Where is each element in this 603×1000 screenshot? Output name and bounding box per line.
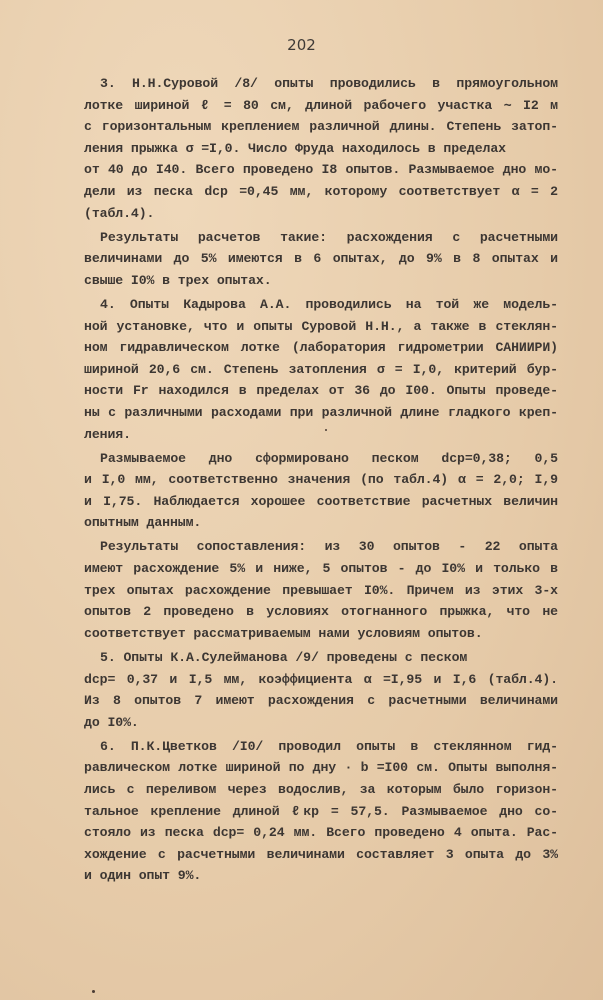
text-line: ны с различными расходами при различной длине гладкого креп-	[84, 404, 558, 420]
text-line: и I,0 мм, соответственно значения (по табл.4) α = 2,0; I,9	[84, 472, 558, 488]
text-line: 4. Опыты Кадырова А.А. проводились на той же модель-	[100, 296, 558, 312]
text-line: соответствует рассматриваемым нами условиям опытов.	[84, 625, 483, 641]
text-line: от 40 до I40. Всего проведено I8 опытов. Размываемое дно мо-	[84, 162, 558, 178]
body-text	[84, 73, 558, 887]
text-line: равлическом лотке шириной по дну · b =I00 см. Опыты выполня-	[84, 760, 558, 776]
paper-speck	[325, 429, 327, 431]
text-line: 5. Опыты К.А.Сулейманова /9/ проведены с песком	[100, 649, 468, 665]
text-line: величинами до 5% имеются в 6 опытах, до 9% в 8 опытах и	[84, 251, 558, 267]
text-line: 3. Н.Н.Суровой /8/ опыты проводились в прямоугольном	[100, 76, 558, 91]
text-line: лись с переливом через водослив, за которым было горизон-	[84, 782, 558, 797]
text-line: и I,75. Наблюдается хорошее соответствие расчетных величин	[84, 493, 558, 509]
text-line: 6. П.К.Цветков /I0/ проводил опыты в стеклянном гид-	[100, 738, 558, 754]
text-line: с горизонтальным креплением различной длины. Степень затоп-	[84, 119, 558, 135]
text-line: и один опыт 9%.	[84, 868, 202, 884]
page-number: 202	[287, 36, 316, 54]
text-line: до I0%.	[84, 714, 139, 730]
paper-speck	[92, 990, 95, 993]
text-line: стояло из песка dср= 0,24 мм. Всего проведено 4 опыта. Рас-	[84, 825, 558, 841]
text-line: трех опытах расхождение превышает I0%. Причем из этих 3-х	[84, 582, 558, 598]
text-line: ления.	[84, 426, 131, 442]
text-line: дели из песка dср =0,45 мм, которому соответствует α = 2	[84, 183, 558, 199]
text-line: хождение с расчетными величинами составляет 3 опыта до 3%	[84, 846, 558, 862]
text-line: ления прыжка σ =I,0. Число Фруда находилось в пределах	[84, 140, 506, 156]
text-line: опытным данным.	[84, 515, 202, 531]
text-line: имеют расхождение 5% и ниже, 5 опытов - до I0% и только в	[84, 561, 558, 577]
text-line: ном гидравлическом лотке (лаборатория гидрометрии САНИИРИ)	[84, 340, 558, 356]
text-line: опытов 2 проведено в условиях отогнанного прыжка, что не	[84, 604, 558, 620]
text-line: ной установке, что и опыты Суровой Н.Н., а также в стеклян-	[84, 318, 558, 334]
text-line: тальное крепление длиной ℓкр = 57,5. Размываемое дно со-	[84, 803, 558, 819]
text-line: Результаты сопоставления: из 30 опытов - 22 опыта	[100, 539, 558, 555]
text-line: Размываемое дно сформировано песком dср=0,38; 0,5	[100, 450, 558, 466]
text-line: свыше I0% в трех опытах.	[84, 272, 272, 288]
text-line: ности Fr находился в пределах от 36 до I00. Опыты проведе-	[84, 383, 558, 399]
text-line: лотке шириной ℓ = 80 см, длиной рабочего участка ∼ I2 м	[84, 97, 558, 113]
text-line: Из 8 опытов 7 имеют расхождения с расчетными величинами	[84, 693, 558, 709]
text-line: шириной 20,6 см. Степень затопления σ = I,0, критерий бур-	[84, 361, 558, 377]
text-line: dср= 0,37 и I,5 мм, коэффициента α =I,95 и I,6 (табл.4).	[84, 671, 558, 687]
text-line: Результаты расчетов такие: расхождения с расчетными	[100, 229, 558, 245]
text-line: (табл.4).	[84, 205, 155, 221]
